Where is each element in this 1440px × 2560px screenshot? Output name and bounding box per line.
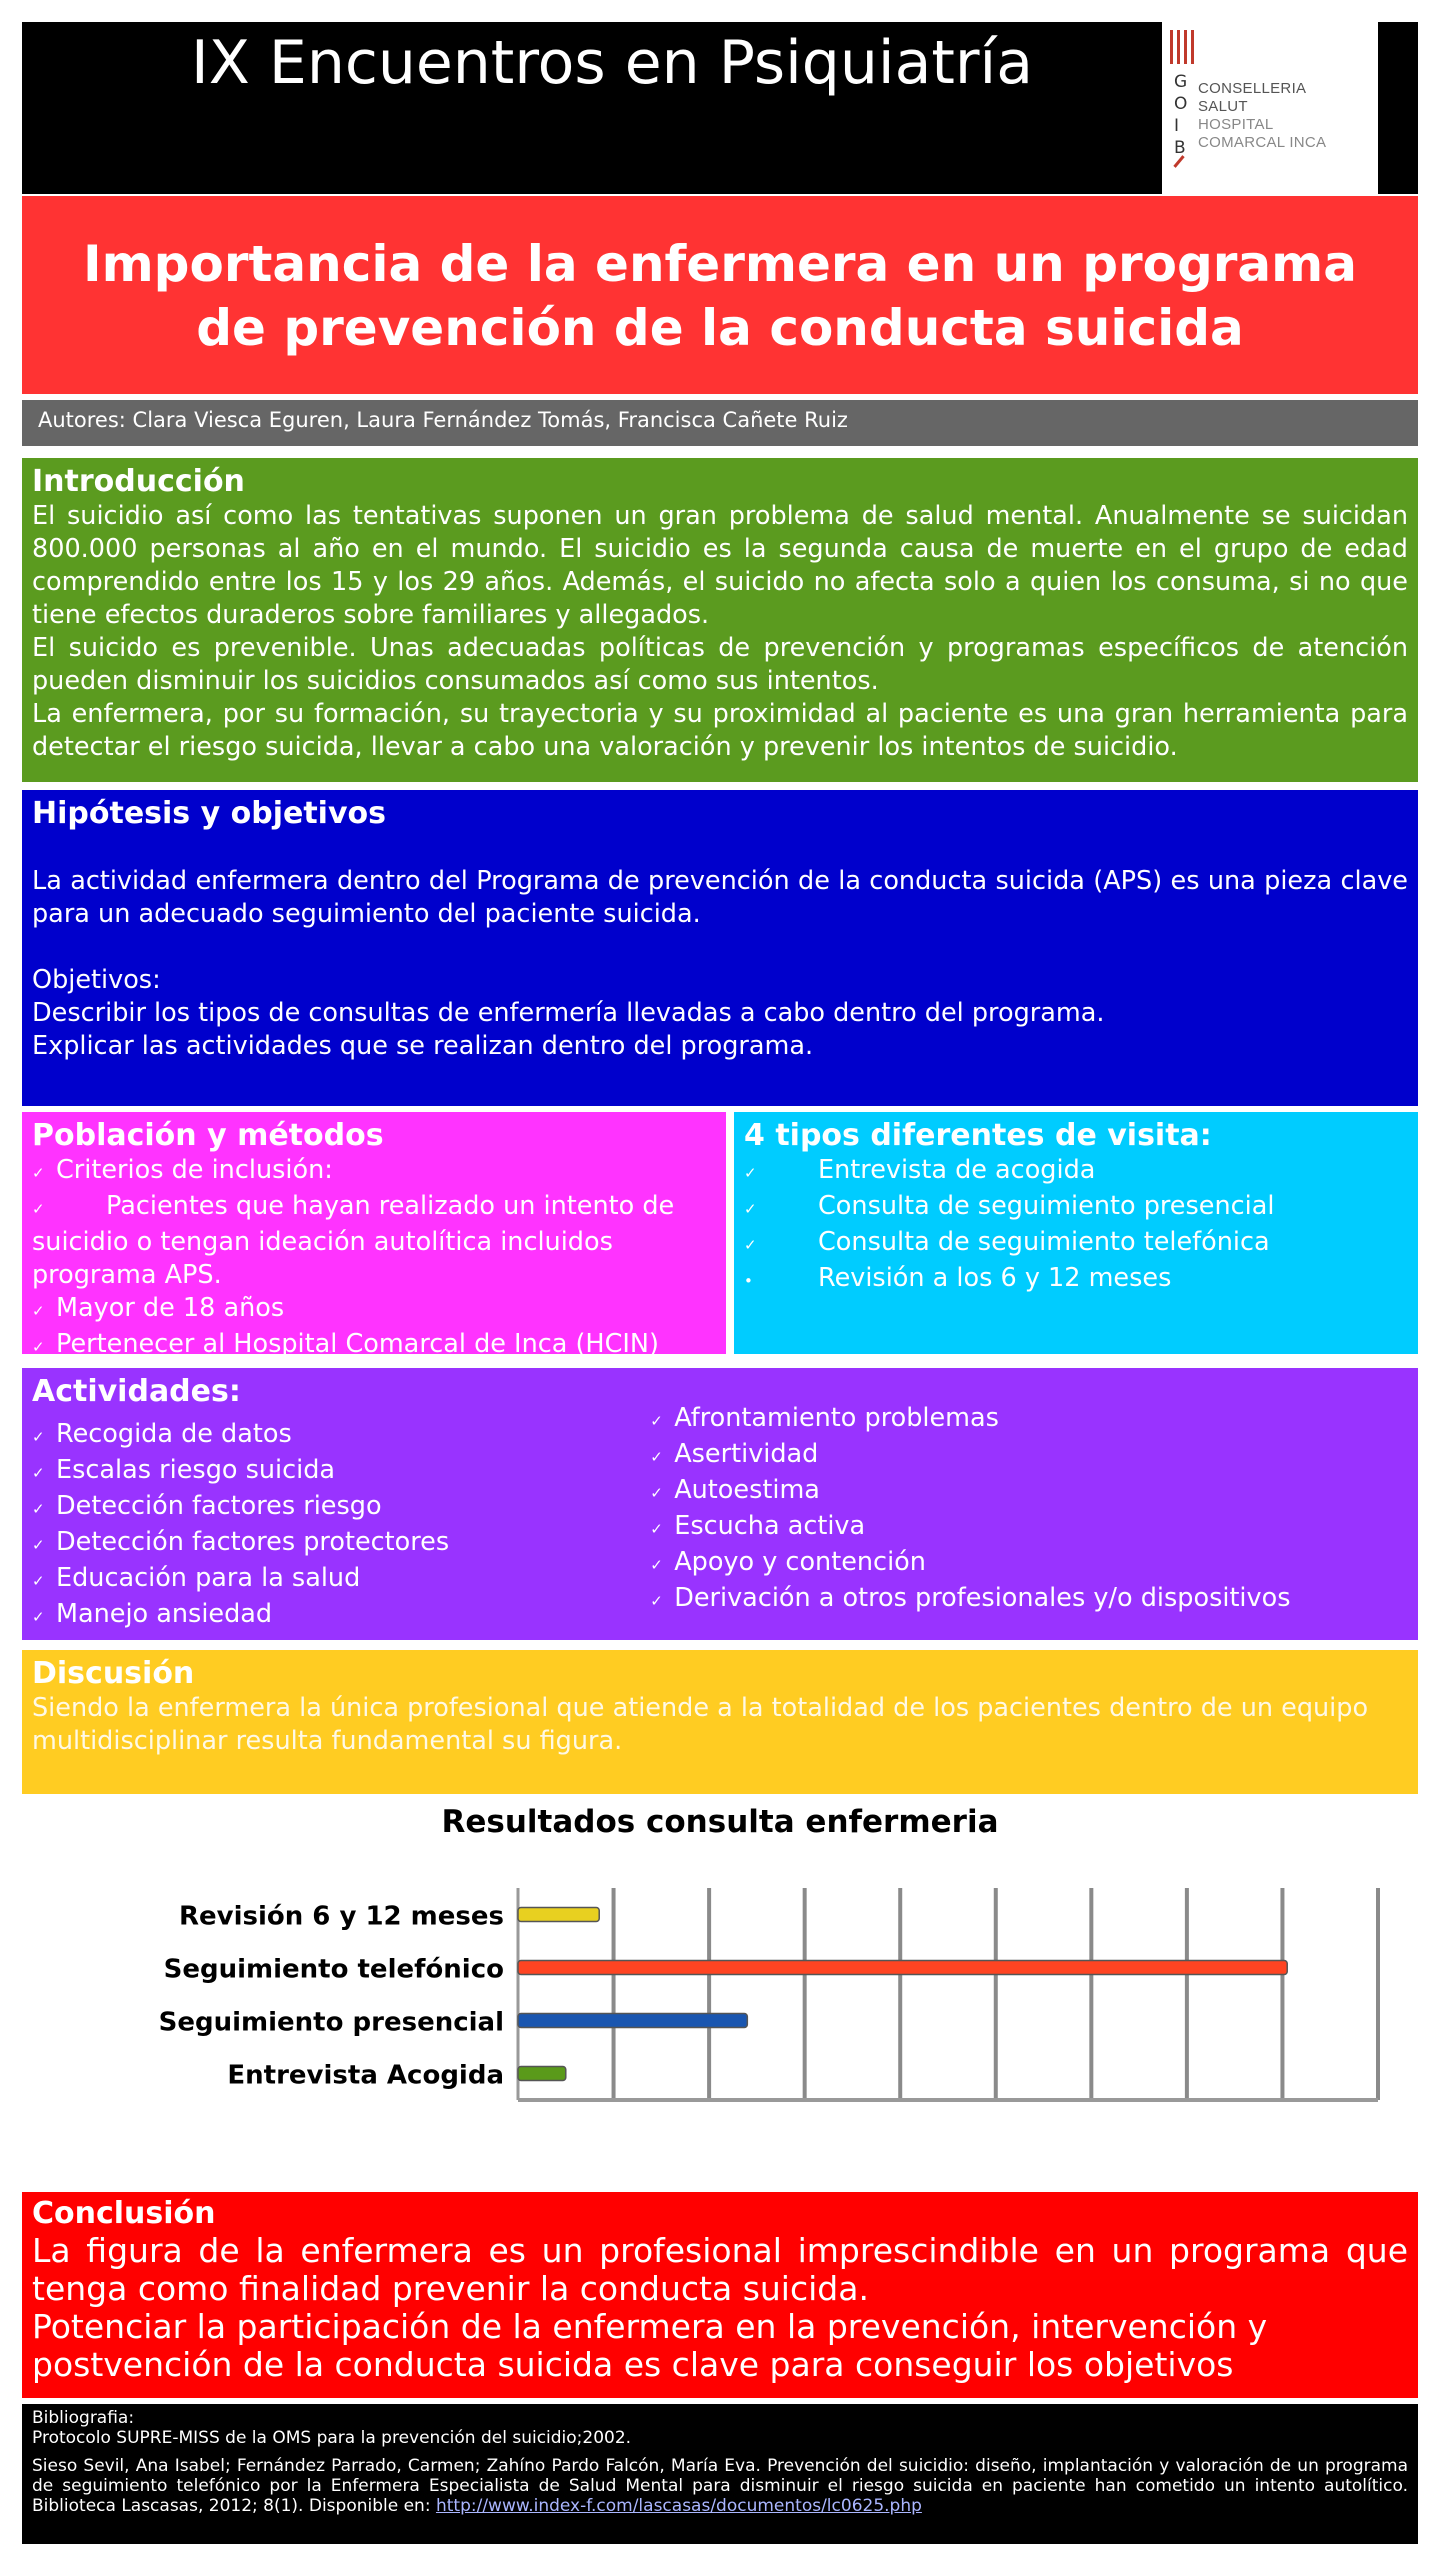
check-icon: ✓ bbox=[32, 1572, 45, 1590]
list-item: ✓ Recogida de datos bbox=[32, 1418, 650, 1454]
check-icon: ✓ bbox=[32, 1464, 45, 1482]
category-label: Revisión 6 y 12 meses bbox=[178, 1901, 504, 1932]
conclusion-section bbox=[22, 2192, 1418, 2398]
check-icon: ✓ bbox=[650, 1520, 663, 1538]
actividades-left-column bbox=[32, 1410, 650, 1634]
introduccion-section bbox=[22, 458, 1418, 782]
logo-letter: B bbox=[1174, 138, 1186, 158]
section-heading: 4 tipos diferentes de visita: bbox=[744, 1118, 1212, 1153]
bibliografia-label: Bibliografia: bbox=[32, 2408, 135, 2428]
authors-bar: Autores: Clara Viesca Eguren, Laura Fernández Tomás, Francisca Cañete Ruiz bbox=[22, 400, 1418, 446]
paragraph: Potenciar la participación de la enfermera en la prevención, intervención y postvención de la conducta suicida es clave para conseguir los objetivos bbox=[32, 2307, 1268, 2384]
check-icon: ✓ bbox=[32, 1302, 45, 1320]
paragraph: La enfermera, por su formación, su trayectoria y su proximidad al paciente es una gran herramienta para detectar el riesgo suicida, llevar a cabo una valoración y prevenir los intentos de suicidio. bbox=[32, 699, 1408, 762]
check-icon: ✓ bbox=[32, 1164, 45, 1182]
list-item: ✓ Pacientes que hayan realizado un intento de bbox=[32, 1190, 716, 1226]
bullet-icon: • bbox=[744, 1272, 753, 1290]
logo-letter: G bbox=[1174, 72, 1188, 92]
results-chart bbox=[22, 1800, 1418, 2180]
visitas-section bbox=[734, 1112, 1418, 1354]
hipotesis-section bbox=[22, 790, 1418, 1106]
category-label: Seguimiento presencial bbox=[158, 2007, 504, 2038]
crest-icon bbox=[1168, 30, 1194, 64]
discusion-section bbox=[22, 1650, 1418, 1794]
category-label: Seguimiento telefónico bbox=[163, 1954, 504, 1985]
list-item: ✓ Detección factores protectores bbox=[32, 1526, 650, 1562]
list-item: ✓ Educación para la salud bbox=[32, 1562, 650, 1598]
logo-letter: I bbox=[1174, 116, 1180, 136]
reference: Protocolo SUPRE-MISS de la OMS para la prevención del suicidio;2002. bbox=[32, 2428, 632, 2448]
check-icon: ✓ bbox=[744, 1236, 757, 1254]
poster-header bbox=[22, 22, 1418, 194]
paragraph: La figura de la enfermera es un profesional imprescindible en un programa que tenga como finalidad prevenir la conducta suicida. bbox=[32, 2231, 1408, 2308]
check-icon: ✓ bbox=[32, 1500, 45, 1518]
check-icon: ✓ bbox=[650, 1484, 663, 1502]
objetivo-item: Explicar las actividades que se realizan dentro del programa. bbox=[32, 1031, 814, 1061]
list-item: ✓ Asertividad bbox=[650, 1438, 1408, 1474]
objetivo-item: Describir los tipos de consultas de enfermería llevadas a cabo dentro del programa. bbox=[32, 998, 1105, 1028]
list-item: ✓ Manejo ansiedad bbox=[32, 1598, 650, 1634]
logo-text: CONSELLERIA bbox=[1198, 80, 1307, 97]
check-icon: ✓ bbox=[650, 1592, 663, 1610]
hospital-logo bbox=[1162, 22, 1378, 194]
check-icon: ✓ bbox=[32, 1608, 45, 1626]
bar bbox=[518, 2067, 566, 2081]
bar bbox=[518, 1908, 599, 1922]
check-icon: ✓ bbox=[744, 1164, 757, 1182]
check-icon: ✓ bbox=[650, 1412, 663, 1430]
list-item: ✓ Apoyo y contención bbox=[650, 1546, 1408, 1582]
check-icon: ✓ bbox=[32, 1200, 45, 1218]
check-icon: ✓ bbox=[744, 1200, 757, 1218]
bar bbox=[518, 1961, 1287, 1975]
list-item: ✓ Criterios de inclusión: bbox=[32, 1154, 716, 1190]
paragraph: La actividad enfermera dentro del Programa de prevención de la conducta suicida (APS) es una pieza clave para un adecuado seguimiento del paciente suicida. bbox=[32, 866, 1408, 929]
section-heading: Hipótesis y objetivos bbox=[32, 796, 386, 831]
poblacion-section bbox=[22, 1112, 726, 1359]
list-item: ✓ Afrontamiento problemas bbox=[650, 1402, 1408, 1438]
paragraph: El suicido es prevenible. Unas adecuadas políticas de prevención y programas específicos de atención pueden disminuir los suicidios consumados así como sus intentos. bbox=[32, 633, 1408, 696]
reference: Sieso Sevil, Ana Isabel; Fernández Parrado, Carmen; Zahíno Pardo Falcón, María Eva. Prevención del suicidio: diseño, implantación y valoración de un programa de seguimiento telefónico por la Enfermera Especialista de Salud Mental para disminuir el riesgo suicida en paciente han cometido un intento autolítico. Biblioteca Lascasas, 2012; 8(1). Disponible en: http://www.index-f.com/lascasas/documentos/lc0625.php bbox=[32, 2456, 1408, 2516]
list-item-continuation: suicidio o tengan ideación autolítica incluidos programa APS. bbox=[32, 1227, 613, 1290]
check-icon: ✓ bbox=[32, 1338, 45, 1356]
section-heading: Introducción bbox=[32, 464, 245, 499]
list-item: ✓ Consulta de seguimiento presencial bbox=[744, 1190, 1408, 1226]
logo-text: HOSPITAL bbox=[1198, 116, 1274, 133]
paragraph: El suicidio así como las tentativas suponen un gran problema de salud mental. Anualmente se suicidan 800.000 personas al año en el mundo. El suicidio es la segunda causa de muerte en el grupo de edad comprendido entre los 15 y los 29 años. Además, el suicido no afecta solo a quien los consuma, si no que tiene efectos duraderos sobre familiares y allegados. bbox=[32, 501, 1408, 630]
list-item: ✓ Detección factores riesgo bbox=[32, 1490, 650, 1526]
logo-text: COMARCAL INCA bbox=[1198, 134, 1327, 151]
check-icon: ✓ bbox=[32, 1536, 45, 1554]
section-heading: Población y métodos bbox=[32, 1118, 384, 1153]
list-item: ✓ Consulta de seguimiento telefónica bbox=[744, 1226, 1408, 1262]
objetivos-label: Objetivos: bbox=[32, 965, 161, 995]
list-item: ✓ Mayor de 18 años bbox=[32, 1292, 716, 1328]
check-icon: ✓ bbox=[32, 1428, 45, 1446]
chart-title: Resultados consulta enfermeria bbox=[441, 1804, 999, 1840]
logo-letter: O bbox=[1174, 94, 1188, 114]
bibliografia-section bbox=[22, 2404, 1418, 2544]
check-icon: ✓ bbox=[650, 1448, 663, 1466]
list-item: ✓ Pertenecer al Hospital Comarcal de Inca (HCIN) bbox=[32, 1328, 716, 1364]
list-item: ✓ Entrevista de acogida bbox=[744, 1154, 1408, 1190]
bar bbox=[518, 2014, 747, 2028]
section-heading: Discusión bbox=[32, 1656, 195, 1691]
check-icon: ✓ bbox=[650, 1556, 663, 1574]
list-item: ✓ Escalas riesgo suicida bbox=[32, 1454, 650, 1490]
poster-title bbox=[22, 196, 1418, 394]
title-line: Importancia de la enfermera en un programa bbox=[82, 235, 1358, 293]
paragraph: Siendo la enfermera la única profesional que atiende a la totalidad de los pacientes dentro de un equipo multidisciplinar resulta fundamental su figura. bbox=[32, 1693, 1369, 1756]
chart-plot bbox=[22, 1800, 1418, 2180]
actividades-section bbox=[22, 1368, 1418, 1640]
title-line: de prevención de la conducta suicida bbox=[196, 299, 1244, 357]
list-item: ✓ Autoestima bbox=[650, 1474, 1408, 1510]
event-title: IX Encuentros en Psiquiatría bbox=[191, 28, 1033, 98]
list-item: ✓ Escucha activa bbox=[650, 1510, 1408, 1546]
category-label: Entrevista Acogida bbox=[227, 2060, 504, 2091]
reference-link[interactable]: http://www.index-f.com/lascasas/documentos/lc0625.php bbox=[435, 2496, 922, 2516]
section-heading: Actividades: bbox=[32, 1374, 241, 1409]
actividades-right-column bbox=[650, 1402, 1408, 1634]
logo-text: SALUT bbox=[1198, 98, 1248, 115]
list-item: ✓ Derivación a otros profesionales y/o dispositivos bbox=[650, 1582, 1408, 1618]
list-item: • Revisión a los 6 y 12 meses bbox=[744, 1262, 1408, 1298]
section-heading: Conclusión bbox=[32, 2196, 216, 2231]
